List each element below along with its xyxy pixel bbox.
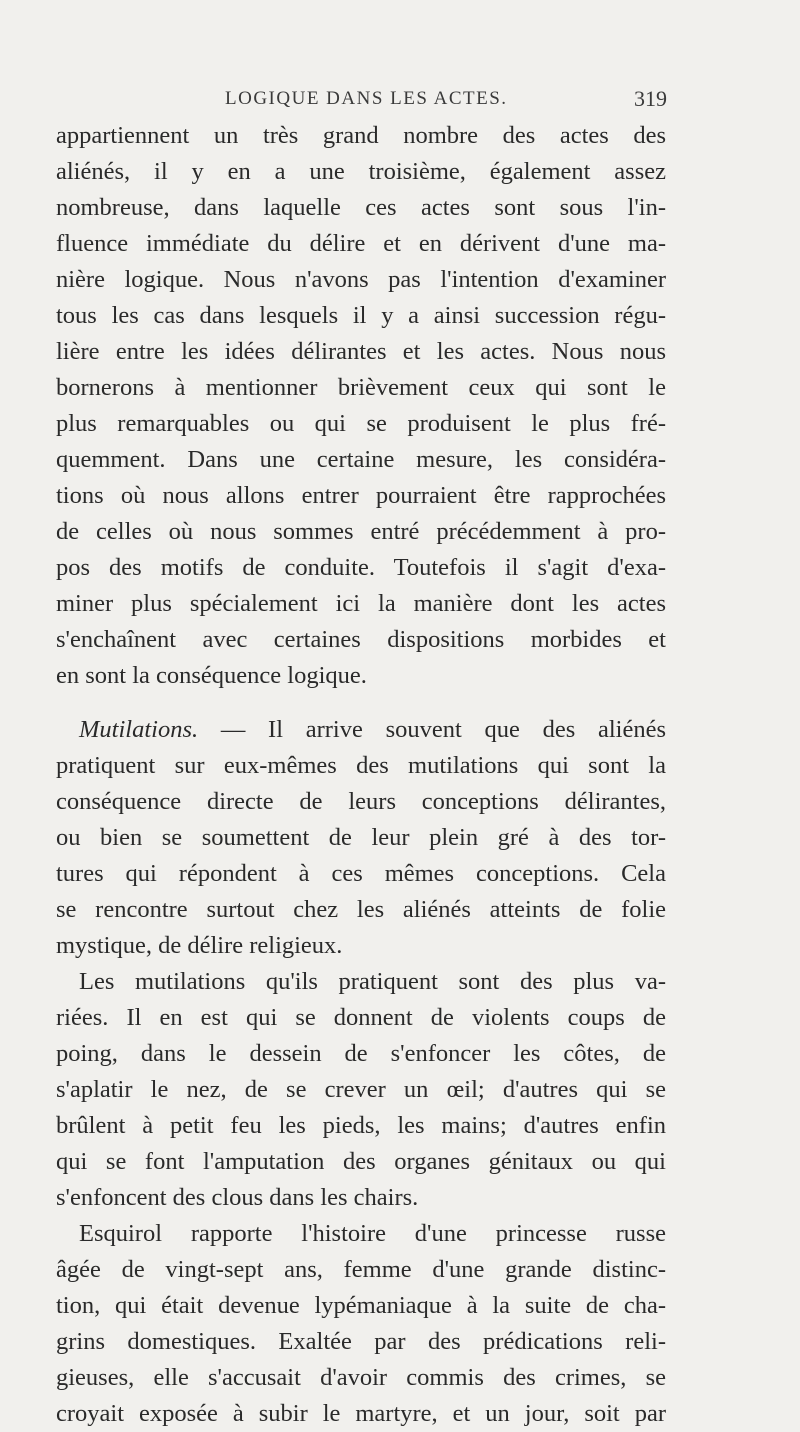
text-line: s'enchaînent avec certaines dispositions morbides et <box>56 626 666 653</box>
body-text <box>56 118 666 1432</box>
text-line: bornerons à mentionner brièvement ceux qui sont le <box>56 374 666 401</box>
paragraph-esquirol <box>56 1216 666 1432</box>
text-line: de celles où nous sommes entré précédemment à pro- <box>56 518 666 545</box>
text-line: pratiquent sur eux-mêmes des mutilations qui sont la <box>56 752 666 779</box>
text-line: âgée de vingt-sept ans, femme d'une grande distinc- <box>56 1256 666 1283</box>
text-line: plus remarquables ou qui se produisent le plus fré- <box>56 410 666 437</box>
text-line: gieuses, elle s'accusait d'avoir commis des crimes, se <box>56 1364 666 1391</box>
running-head: LOGIQUE DANS LES ACTES. <box>225 88 508 109</box>
text-line: se rencontre surtout chez les aliénés atteints de folie <box>56 896 666 923</box>
text-line: s'enfoncent des clous dans les chairs. <box>56 1184 419 1211</box>
text-line: conséquence directe de leurs conceptions délirantes, <box>56 788 666 815</box>
text-line: tion, qui était devenue lypémaniaque à la suite de cha- <box>56 1292 666 1319</box>
text-line: Esquirol rapporte l'histoire d'une princesse russe <box>79 1220 666 1247</box>
text-line: brûlent à petit feu les pieds, les mains; d'autres enfin <box>56 1112 666 1139</box>
text-line: miner plus spécialement ici la manière dont les actes <box>56 590 666 617</box>
text-line: en sont la conséquence logique. <box>56 662 367 689</box>
paragraph-mutilations <box>56 712 666 964</box>
text-line: croyait exposée à subir le martyre, et un jour, soit par <box>56 1400 666 1427</box>
text-line: mystique, de délire religieux. <box>56 932 343 959</box>
text-line: lière entre les idées délirantes et les actes. Nous nous <box>56 338 666 365</box>
paragraph-continuation <box>56 118 666 694</box>
text-line: grins domestiques. Exaltée par des prédications reli- <box>56 1328 666 1355</box>
text-line: tous les cas dans lesquels il y a ainsi succession régu- <box>56 302 666 329</box>
text-line: Les mutilations qu'ils pratiquent sont des plus va- <box>79 968 666 995</box>
text-line: tures qui répondent à ces mêmes conceptions. Cela <box>56 860 666 887</box>
paragraph-varieties <box>56 964 666 1216</box>
text-line: nombreuse, dans laquelle ces actes sont sous l'in- <box>56 194 666 221</box>
text-line: appartiennent un très grand nombre des actes des <box>56 122 666 149</box>
text-line: s'aplatir le nez, de se crever un œil; d'autres qui se <box>56 1076 666 1103</box>
text-line: riées. Il en est qui se donnent de violents coups de <box>56 1004 666 1031</box>
page-number: 319 <box>634 86 667 111</box>
text-line: aliénés, il y en a une troisième, également assez <box>56 158 666 185</box>
text-line: qui se font l'amputation des organes génitaux ou qui <box>56 1148 666 1175</box>
text-line: quemment. Dans une certaine mesure, les considéra- <box>56 446 666 473</box>
text-line: pos des motifs de conduite. Toutefois il s'agit d'exa- <box>56 554 666 581</box>
text-line: ou bien se soumettent de leur plein gré à des tor- <box>56 824 666 851</box>
text-line: tions où nous allons entrer pourraient être rapprochées <box>56 482 666 509</box>
section-gap <box>56 694 666 712</box>
text-line <box>56 712 666 748</box>
text-fragment: — Il arrive souvent que des aliénés <box>198 716 666 743</box>
text-line: fluence immédiate du délire et en dérivent d'une ma- <box>56 230 666 257</box>
text-line: poing, dans le dessein de s'enfoncer les côtes, de <box>56 1040 666 1067</box>
text-line: nière logique. Nous n'avons pas l'intention d'examiner <box>56 266 666 293</box>
section-heading: Mutilations. <box>79 716 199 743</box>
